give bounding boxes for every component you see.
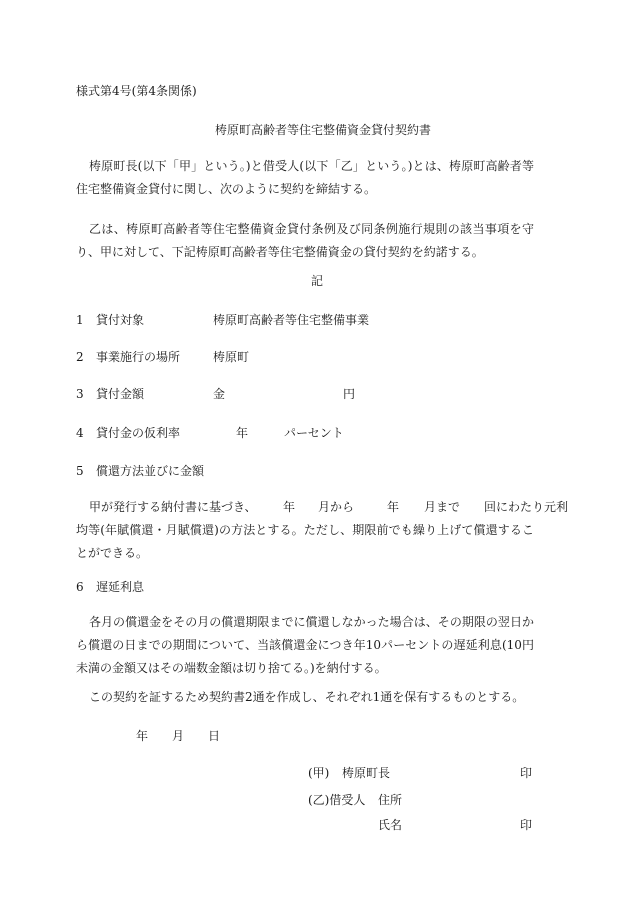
item-5-label: 償還方法並びに金額: [96, 464, 205, 478]
item-3-number: 3: [76, 387, 84, 401]
otsu-label: (乙)借受人: [308, 793, 366, 807]
name-label: 氏名: [378, 818, 403, 832]
kou-title: 梼原町長: [342, 766, 391, 780]
repayment-times: 回にわたり元利: [484, 500, 569, 514]
document-title: 梼原町高齢者等住宅整備資金貸付契約書: [214, 123, 431, 137]
repayment-year-2: 年: [387, 500, 400, 514]
closing-paragraph: この契約を証するため契約書2通を作成し、それぞれ1通を保有するものとする。: [89, 690, 525, 704]
item-3-kin: 金: [213, 387, 226, 401]
item-2-value: 梼原町: [213, 350, 250, 364]
item-4-percent: パーセント: [284, 426, 344, 440]
item-4-nen: 年: [236, 426, 249, 440]
repayment-intro: 甲が発行する納付書に基づき、: [89, 500, 257, 514]
kou-label: (甲): [308, 766, 330, 780]
late-interest-paragraph: 各月の償還金をその月の償還期限までに償還しなかった場合は、その期限の翌日から償還の日までの期間について、当該償還金につき年10パーセントの遅延利息(10円未満の金額又はその端数金額は切り捨てる。)を納付する。: [76, 615, 534, 675]
item-6-label: 遅延利息: [96, 580, 145, 594]
item-4-number: 4: [76, 426, 84, 440]
item-3-yen: 円: [343, 387, 356, 401]
address-label: 住所: [378, 793, 403, 807]
date-month: 月: [172, 729, 185, 743]
repayment-from-month: 月から: [318, 500, 355, 514]
item-4-label: 貸付金の仮利率: [96, 426, 181, 440]
item-2-number: 2: [76, 350, 84, 364]
repayment-continuation: 均等(年賦償還・月賦償還)の方法とする。ただし、期限前でも繰り上げて償還することができる。: [76, 523, 534, 560]
item-1-label: 貸付対象: [96, 313, 145, 327]
item-1-value: 梼原町高齢者等住宅整備事業: [213, 313, 370, 327]
repayment-to-month: 月まで: [424, 500, 461, 514]
date-year: 年: [136, 729, 149, 743]
preamble-paragraph: 梼原町長(以下「甲」という。)と借受人(以下「乙」という。)とは、梼原町高齢者等住宅整備資金貸付に関し、次のように契約を締結する。: [76, 159, 534, 196]
item-6-number: 6: [76, 580, 84, 594]
item-3-label: 貸付金額: [96, 387, 145, 401]
kou-seal: 印: [520, 766, 533, 780]
item-1-number: 1: [76, 313, 84, 327]
item-5-number: 5: [76, 464, 84, 478]
date-day: 日: [208, 729, 221, 743]
form-number: 様式第4号(第4条関係): [76, 84, 197, 98]
ki-heading: 記: [311, 274, 324, 288]
compliance-paragraph: 乙は、梼原町高齢者等住宅整備資金貸付条例及び同条例施行規則の該当事項を守り、甲に対して、下記梼原町高齢者等住宅整備資金の貸付契約を約諾する。: [76, 222, 534, 259]
otsu-seal: 印: [520, 818, 533, 832]
item-2-label: 事業施行の場所: [96, 350, 181, 364]
repayment-year-1: 年: [283, 500, 296, 514]
